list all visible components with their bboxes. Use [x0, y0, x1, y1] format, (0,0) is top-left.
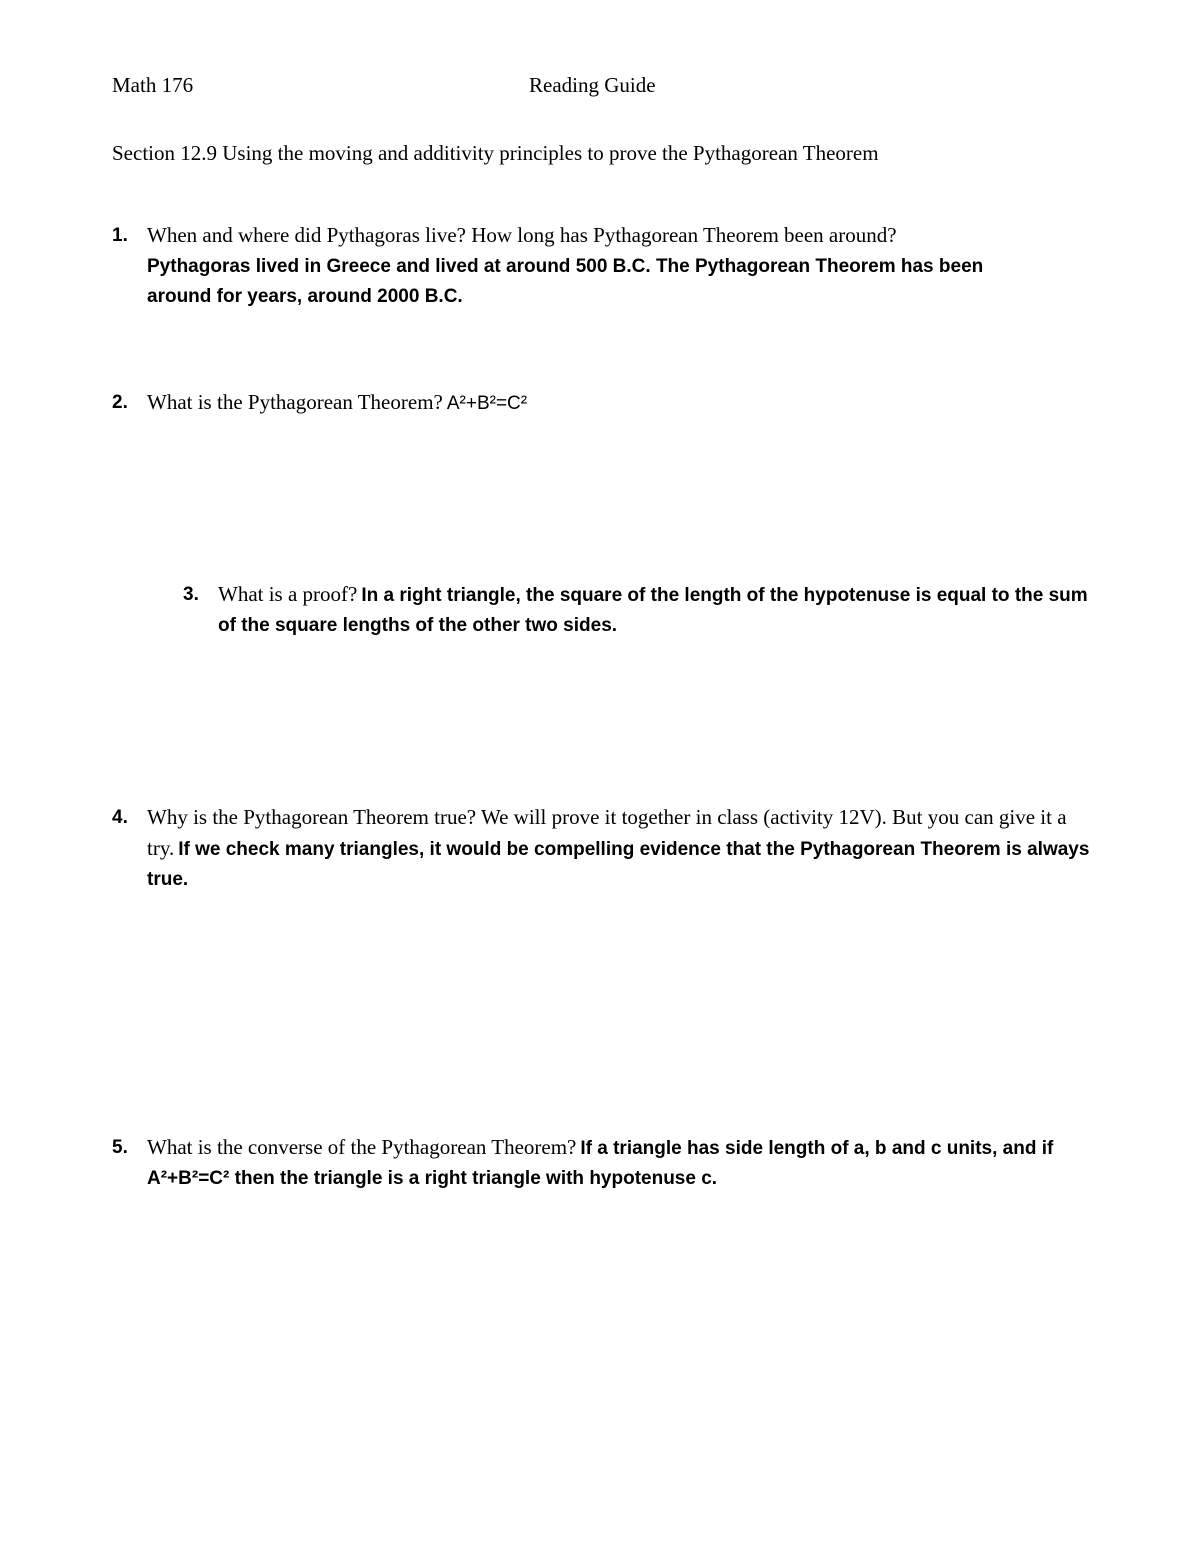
course-title: Math 176 — [112, 73, 194, 97]
question-body — [147, 1133, 1097, 1194]
question-text: Why is the Pythagorean Theorem true? We will prove it together in class (activity 12V). But you can give it a try. — [147, 805, 1067, 860]
question-body — [147, 388, 1047, 419]
question-number: 2. — [112, 392, 128, 413]
question-text: What is the converse of the Pythagorean Theorem? — [147, 1135, 577, 1159]
question-text: When and where did Pythagoras live? How long has Pythagorean Theorem been around? — [147, 223, 897, 247]
question-text: What is a proof? — [218, 582, 358, 606]
question-body — [147, 221, 1047, 312]
section-title: Section 12.9 Using the moving and additivity principles to prove the Pythagorean Theorem — [112, 141, 879, 165]
answer-text: Pythagoras lived in Greece and lived at around 500 B.C. The Pythagorean Theorem has been around for years, around 2000 B.C. — [147, 256, 984, 307]
question-text: What is the Pythagorean Theorem? — [147, 390, 443, 414]
question-number: 3. — [183, 584, 199, 605]
answer-text: If we check many triangles, it would be compelling evidence that the Pythagorean Theorem is always true. — [147, 839, 1090, 890]
answer-text: In a right triangle, the square of the length of the hypotenuse is equal to the sum of the square lengths of the other two sides. — [218, 585, 1088, 636]
question-body — [218, 580, 1098, 641]
answer-text: If a triangle has side length of a, b and c units, and if A²+B²=C² then the triangle is a right triangle with hypotenuse c. — [147, 1138, 1054, 1189]
document-title: Reading Guide — [529, 73, 656, 97]
question-body — [147, 803, 1097, 895]
question-number: 4. — [112, 807, 128, 828]
question-number: 1. — [112, 225, 128, 246]
answer-text: A²+B²=C² — [446, 393, 528, 414]
question-number: 5. — [112, 1137, 128, 1158]
